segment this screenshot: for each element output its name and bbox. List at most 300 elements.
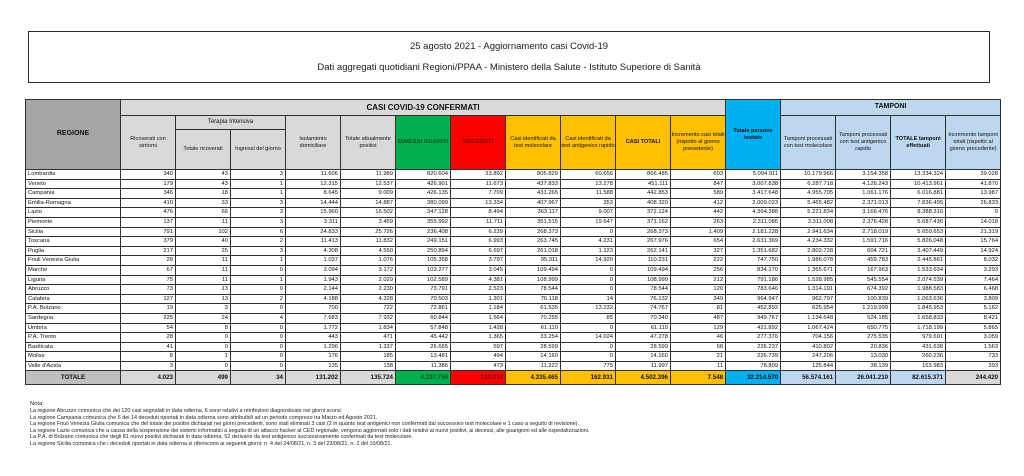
value-cell: 722 — [341, 304, 396, 314]
value-cell: 267.976 — [616, 237, 671, 247]
value-cell: 11 — [176, 217, 231, 227]
value-cell: 5.094.911 — [726, 170, 781, 180]
col-header-deceduti: DECEDUTI — [451, 116, 506, 170]
value-cell: 11.606 — [286, 170, 341, 180]
value-cell: 236.408 — [396, 227, 451, 237]
value-cell: 13 — [176, 294, 231, 304]
value-cell: 9.009 — [341, 189, 396, 199]
value-cell: 11.222 — [506, 361, 561, 371]
col-header-tamponi-molecolare: Tamponi processati con test molecolare — [781, 116, 836, 170]
table-row — [26, 275, 1001, 285]
value-cell: 41 — [121, 342, 176, 352]
value-cell: 351.515 — [506, 217, 561, 227]
value-cell: 2.445.861 — [891, 256, 946, 266]
value-cell: 8.388.310 — [891, 208, 946, 218]
value-cell: 2.181.228 — [726, 227, 781, 237]
value-cell: 162.931 — [561, 371, 616, 385]
value-cell: 263.745 — [506, 237, 561, 247]
value-cell: 700 — [286, 304, 341, 314]
value-cell: 524.185 — [836, 313, 891, 323]
table-row — [26, 294, 1001, 304]
col-header-ti-ingressi: Ingressi del giorno — [231, 130, 286, 170]
value-cell: 127 — [121, 294, 176, 304]
table-header — [26, 100, 1001, 170]
value-cell: 6.993 — [451, 237, 506, 247]
value-cell: 78.544 — [506, 285, 561, 295]
value-cell: 408.320 — [616, 198, 671, 208]
value-cell: 11.413 — [286, 237, 341, 247]
value-cell: 11.711 — [451, 217, 506, 227]
value-cell: 1.718.199 — [891, 323, 946, 333]
value-cell: 0 — [176, 342, 231, 352]
value-cell: 9.007 — [561, 208, 616, 218]
region-name: Calabria — [26, 294, 121, 304]
value-cell: 426.901 — [396, 179, 451, 189]
value-cell: 212 — [671, 275, 726, 285]
value-cell: 108.999 — [506, 275, 561, 285]
value-cell: 10.179.966 — [781, 170, 836, 180]
value-cell: 125.844 — [781, 361, 836, 371]
value-cell: 1 — [231, 256, 286, 266]
value-cell: 442.853 — [616, 189, 671, 199]
value-cell: 4.023 — [121, 371, 176, 385]
value-cell: 26.041.210 — [836, 371, 891, 385]
value-cell: 262.141 — [616, 246, 671, 256]
value-cell: 1.564 — [451, 313, 506, 323]
value-cell: 18 — [176, 189, 231, 199]
value-cell: 476 — [121, 208, 176, 218]
value-cell: 81 — [671, 304, 726, 314]
value-cell: 70.340 — [616, 313, 671, 323]
value-cell: 704.156 — [781, 333, 836, 343]
value-cell: 135 — [286, 361, 341, 371]
value-cell: 1.063.636 — [891, 294, 946, 304]
value-cell: 589 — [671, 189, 726, 199]
value-cell: 327 — [671, 246, 726, 256]
value-cell: 15.960 — [286, 208, 341, 218]
region-name: Puglia — [26, 246, 121, 256]
value-cell: 26.833 — [946, 198, 1001, 208]
table-row — [26, 285, 1001, 295]
value-cell: 3.293 — [946, 265, 1001, 275]
value-cell: 268.373 — [506, 227, 561, 237]
col-header-casi-antigenico: Casi identificati da test antigenico rapido — [561, 116, 616, 170]
value-cell: 61.535 — [506, 304, 561, 314]
value-cell: 102 — [176, 227, 231, 237]
value-cell: 0 — [176, 361, 231, 371]
value-cell: 791.186 — [726, 275, 781, 285]
value-cell: 1.533.634 — [891, 265, 946, 275]
col-header-regione: REGIONE — [26, 100, 121, 170]
value-cell: 1.658.833 — [891, 313, 946, 323]
value-cell: 11.386 — [396, 361, 451, 371]
value-cell: 12.315 — [286, 179, 341, 189]
value-cell: 2.144 — [286, 285, 341, 295]
value-cell: 0 — [561, 265, 616, 275]
value-cell: 11.832 — [341, 237, 396, 247]
table-row — [26, 179, 1001, 189]
value-cell: 28 — [121, 333, 176, 343]
value-cell: 7.932 — [341, 313, 396, 323]
value-cell: 13.334 — [451, 198, 506, 208]
value-cell: 437.833 — [506, 179, 561, 189]
region-name: Valle d'Aosta — [26, 361, 121, 371]
table-row — [26, 198, 1001, 208]
value-cell: 72.861 — [396, 304, 451, 314]
value-cell: 261.018 — [506, 246, 561, 256]
value-cell: 3.311 — [286, 217, 341, 227]
group-header-tamponi: TAMPONI — [781, 100, 1001, 116]
table-row — [26, 323, 1001, 333]
value-cell: 110.231 — [616, 256, 671, 266]
value-cell: 8 — [176, 323, 231, 333]
value-cell: 13.987 — [946, 189, 1001, 199]
value-cell: 11.997 — [616, 361, 671, 371]
value-cell: 73 — [121, 285, 176, 295]
table-row — [26, 265, 1001, 275]
col-header-casi-molecolare: Casi identificati da test molecolare — [506, 116, 561, 170]
value-cell: 393 — [946, 361, 1001, 371]
value-cell: 0 — [946, 208, 1001, 218]
value-cell: 4.188 — [286, 294, 341, 304]
table-row — [26, 246, 1001, 256]
total-row — [26, 371, 1001, 385]
table-row — [26, 189, 1001, 199]
value-cell: 3.311.008 — [781, 217, 836, 227]
value-cell: 964.947 — [726, 294, 781, 304]
value-cell: 1.296 — [286, 342, 341, 352]
value-cell: 11 — [176, 256, 231, 266]
value-cell: 1.986.078 — [781, 256, 836, 266]
value-cell: 256 — [671, 265, 726, 275]
table-row — [26, 256, 1001, 266]
value-cell: 499 — [176, 371, 231, 385]
col-header-persone-testate: Totale persone testate — [726, 100, 781, 170]
col-header-ti-totale: Totale ricoverati — [176, 130, 231, 170]
group-header-terapia-intensiva: Terapia Intensiva — [176, 116, 286, 130]
value-cell: 14.160 — [506, 352, 561, 362]
value-cell: 8.645 — [286, 189, 341, 199]
value-cell: 25.726 — [341, 227, 396, 237]
value-cell: 33 — [176, 198, 231, 208]
value-cell: 443 — [286, 333, 341, 343]
value-cell: 56.574.161 — [781, 371, 836, 385]
value-cell: 7.683 — [286, 313, 341, 323]
notes — [30, 400, 990, 448]
value-cell: 43 — [176, 179, 231, 189]
value-cell: 5.465.482 — [781, 198, 836, 208]
value-cell: 19.647 — [561, 217, 616, 227]
value-cell: 67 — [121, 265, 176, 275]
value-cell: 41.870 — [946, 179, 1001, 189]
value-cell: 226.739 — [726, 352, 781, 362]
value-cell: 451.111 — [616, 179, 671, 189]
value-cell: 78.544 — [616, 285, 671, 295]
value-cell: 14.024 — [561, 333, 616, 343]
value-cell: 3.417.648 — [726, 189, 781, 199]
region-name: Lazio — [26, 208, 121, 218]
region-name: Marche — [26, 265, 121, 275]
value-cell: 1.037 — [286, 256, 341, 266]
value-cell: 260.236 — [891, 352, 946, 362]
value-cell: 426.135 — [396, 189, 451, 199]
value-cell: 33.254 — [506, 333, 561, 343]
value-cell: 217 — [121, 246, 176, 256]
value-cell: 3.007.838 — [726, 179, 781, 189]
group-header-casi-confermati: CASI COVID-19 CONFERMATI — [121, 100, 726, 116]
value-cell: 4.335.465 — [506, 371, 561, 385]
table-row — [26, 208, 1001, 218]
value-cell: 410.802 — [781, 342, 836, 352]
value-cell: 95.311 — [506, 256, 561, 266]
value-cell: 0 — [561, 275, 616, 285]
value-cell: 3.045 — [451, 265, 506, 275]
value-cell: 4 — [231, 313, 286, 323]
value-cell: 487 — [671, 313, 726, 323]
value-cell: 163.983 — [891, 361, 946, 371]
value-cell: 1 — [231, 275, 286, 285]
value-cell: 3.407.449 — [891, 246, 946, 256]
value-cell: 0 — [231, 352, 286, 362]
value-cell: 4.237.759 — [396, 371, 451, 385]
report-date-title: 25 agosto 2021 - Aggiornamento casi Covid-19 — [409, 41, 609, 53]
value-cell: 410 — [121, 198, 176, 208]
value-cell: 5.826.048 — [891, 237, 946, 247]
table-row — [26, 237, 1001, 247]
value-cell: 0 — [231, 285, 286, 295]
value-cell: 674.392 — [836, 285, 891, 295]
value-cell: 6 — [231, 227, 286, 237]
value-cell: 459.783 — [836, 256, 891, 266]
value-cell: 3.166.476 — [836, 208, 891, 218]
value-cell: 12.537 — [341, 179, 396, 189]
value-cell: 847 — [671, 179, 726, 189]
value-cell: 57.848 — [396, 323, 451, 333]
value-cell: 0 — [231, 361, 286, 371]
value-cell: 4.328 — [341, 294, 396, 304]
value-cell: 650.775 — [836, 323, 891, 333]
table-row — [26, 304, 1001, 314]
value-cell: 34 — [231, 371, 286, 385]
value-cell: 21.319 — [946, 227, 1001, 237]
value-cell: 3.809 — [946, 294, 1001, 304]
value-cell: 1.365.671 — [781, 265, 836, 275]
value-cell: 43 — [176, 170, 231, 180]
value-cell: 13.481 — [396, 352, 451, 362]
value-cell: 1.428 — [451, 323, 506, 333]
value-cell: 3.059 — [946, 333, 1001, 343]
value-cell: 452.892 — [726, 304, 781, 314]
value-cell: 1.314.191 — [781, 285, 836, 295]
value-cell: 66 — [176, 208, 231, 218]
value-cell: 247.206 — [781, 352, 836, 362]
value-cell: 13.278 — [561, 179, 616, 189]
report-header — [28, 31, 990, 83]
value-cell: 68 — [671, 342, 726, 352]
value-cell: 733 — [946, 352, 1001, 362]
value-cell: 47.278 — [616, 333, 671, 343]
value-cell: 54 — [121, 323, 176, 333]
value-cell: 545.554 — [836, 275, 891, 285]
value-cell: 16.502 — [341, 208, 396, 218]
value-cell: 32.214.570 — [726, 371, 781, 385]
value-cell: 1.591.716 — [836, 237, 891, 247]
value-cell: 8.421 — [946, 313, 1001, 323]
note-line: La P.A. di Bolzano comunica che degli 81 nuovi positivi dichiarati in data odierna, 52 derivano da test antigenico successivamente confermati da test molecolare. — [30, 434, 413, 441]
region-name: Friuli Venezia Giulia — [26, 256, 121, 266]
table-row — [26, 217, 1001, 227]
value-cell: 2 — [231, 237, 286, 247]
value-cell: 1 — [176, 352, 231, 362]
value-cell: 0 — [561, 352, 616, 362]
value-cell: 109.494 — [506, 265, 561, 275]
value-cell: 2.009.023 — [726, 198, 781, 208]
col-header-tamponi-totale: TOTALE tamponi effettuati — [891, 116, 946, 170]
value-cell: 105.358 — [396, 256, 451, 266]
value-cell: 225 — [121, 313, 176, 323]
value-cell: 4.381 — [451, 275, 506, 285]
value-cell: 46 — [671, 333, 726, 343]
col-header-isolamento: Isolamento domiciliare — [286, 116, 341, 170]
value-cell: 1.834 — [341, 323, 396, 333]
region-name: Emilia-Romagna — [26, 198, 121, 208]
value-cell: 14.444 — [286, 198, 341, 208]
col-header-dimessi-guariti: DIMESSI GUARITI — [396, 116, 451, 170]
value-cell: 3 — [176, 304, 231, 314]
value-cell: 471 — [341, 333, 396, 343]
notes-title: Nota: — [30, 401, 44, 407]
value-cell: 597 — [451, 342, 506, 352]
value-cell: 805.829 — [506, 170, 561, 180]
value-cell: 4.126.243 — [836, 179, 891, 189]
value-cell: 2.074.539 — [891, 275, 946, 285]
value-cell: 3 — [231, 170, 286, 180]
value-cell: 8.494 — [451, 208, 506, 218]
value-cell: 1.365 — [451, 333, 506, 343]
value-cell: 14.887 — [341, 198, 396, 208]
region-name: Veneto — [26, 179, 121, 189]
note-line: La regione Sicilia comunica che i deceduti riportati in data odierna si riferiscono ai seguenti giorni: n. 4 del 24/08/21, n. 3 del 23/08/21, n. 2 del 10/08/21. — [30, 440, 393, 447]
value-cell: 5.162 — [946, 304, 1001, 314]
region-name: Abruzzo — [26, 285, 121, 295]
value-cell: 0 — [561, 285, 616, 295]
value-cell: 820.604 — [396, 170, 451, 180]
value-cell: 11.673 — [451, 179, 506, 189]
value-cell: 28 — [121, 256, 176, 266]
value-cell: 131.202 — [286, 371, 341, 385]
value-cell: 363.117 — [506, 208, 561, 218]
value-cell: 2.718.019 — [836, 227, 891, 237]
value-cell: 76.132 — [616, 294, 671, 304]
value-cell: 791 — [121, 227, 176, 237]
value-cell: 0 — [176, 333, 231, 343]
note-line: La regione Abruzzo comunica che dei 120 casi segnalati in data odierna, 6 sono relativi a reinfezioni diagnosticate nei giorni scorsi. — [30, 408, 343, 414]
value-cell: 1.301 — [451, 294, 506, 304]
value-cell: 185 — [341, 352, 396, 362]
value-cell: 14.160 — [616, 352, 671, 362]
value-cell: 25 — [176, 246, 231, 256]
value-cell: 1.845.953 — [891, 304, 946, 314]
col-header-ricoverati: Ricoverati con sintomi — [121, 116, 176, 170]
value-cell: 949.767 — [726, 313, 781, 323]
table-row — [26, 227, 1001, 237]
note-line: La regione Lazio comunica che a causa della sospensione dei sistemi informatici a seguito di un attacco hacker al CED regionale, vengono aggiornati solo i dati relativi ai nuovi positivi, ai decessi, alle guarigioni ed alle ospedalizzazioni. — [30, 427, 590, 434]
region-name: Piemonte — [26, 217, 121, 227]
value-cell: 421.892 — [726, 323, 781, 333]
value-cell: 14.924 — [946, 246, 1001, 256]
value-cell: 40 — [176, 237, 231, 247]
value-cell: 2.376.428 — [836, 217, 891, 227]
value-cell: 0 — [231, 342, 286, 352]
value-cell: 340 — [121, 170, 176, 180]
value-cell: 277.376 — [726, 333, 781, 343]
value-cell: 82.615.371 — [891, 371, 946, 385]
value-cell: 654 — [671, 237, 726, 247]
region-name: Basilicata — [26, 342, 121, 352]
value-cell: 19 — [121, 304, 176, 314]
value-cell: 2 — [231, 294, 286, 304]
value-cell: 263 — [671, 217, 726, 227]
value-cell: 603 — [671, 170, 726, 180]
value-cell: 13.030 — [836, 352, 891, 362]
value-cell: 0 — [231, 265, 286, 275]
value-cell: 783.646 — [726, 285, 781, 295]
value-cell: 8.032 — [946, 256, 1001, 266]
value-cell: 1.988.583 — [891, 285, 946, 295]
col-header-casi-totali: CASI TOTALI — [616, 116, 671, 170]
value-cell: 76.118 — [506, 294, 561, 304]
value-cell: 6.468 — [946, 285, 1001, 295]
value-cell: 135.724 — [341, 371, 396, 385]
value-cell: 11.989 — [341, 170, 396, 180]
value-cell: 28.599 — [506, 342, 561, 352]
value-cell: 6.239 — [451, 227, 506, 237]
value-cell: 11.588 — [561, 189, 616, 199]
value-cell: 625.954 — [781, 304, 836, 314]
value-cell: 1.184 — [451, 304, 506, 314]
table-row — [26, 170, 1001, 180]
value-cell: 61.110 — [616, 323, 671, 333]
region-name: P.A. Bolzano — [26, 304, 121, 314]
region-name: Toscana — [26, 237, 121, 247]
table-row — [26, 352, 1001, 362]
value-cell: 431.265 — [506, 189, 561, 199]
region-name: Sicilia — [26, 227, 121, 237]
value-cell: 747.750 — [726, 256, 781, 266]
value-cell: 442 — [671, 208, 726, 218]
value-cell: 4.364.388 — [726, 208, 781, 218]
value-cell: 1.563 — [946, 342, 1001, 352]
value-cell: 10.413.961 — [891, 179, 946, 189]
value-cell: 275.535 — [836, 333, 891, 343]
col-header-positivi: Totale attualmente positivi — [341, 116, 396, 170]
value-cell: 1.123 — [561, 246, 616, 256]
value-cell: 866.485 — [616, 170, 671, 180]
value-cell: 4.955.705 — [781, 189, 836, 199]
value-cell: 24.833 — [286, 227, 341, 237]
value-cell: 494 — [451, 352, 506, 362]
value-cell: 7.836.495 — [891, 198, 946, 208]
col-header-incremento-tamponi: Incremento tamponi totali (rispetto al giorno precedente) — [946, 116, 1001, 170]
table-body — [26, 170, 1001, 385]
value-cell: 0 — [231, 304, 286, 314]
region-name: Campania — [26, 189, 121, 199]
value-cell: 1.076 — [341, 256, 396, 266]
value-cell: 6.287.718 — [781, 179, 836, 189]
col-header-incremento-casi: Incremento casi totali (rispetto al giorno precedente) — [671, 116, 726, 170]
value-cell: 7.548 — [671, 371, 726, 385]
value-cell: 431.638 — [891, 342, 946, 352]
